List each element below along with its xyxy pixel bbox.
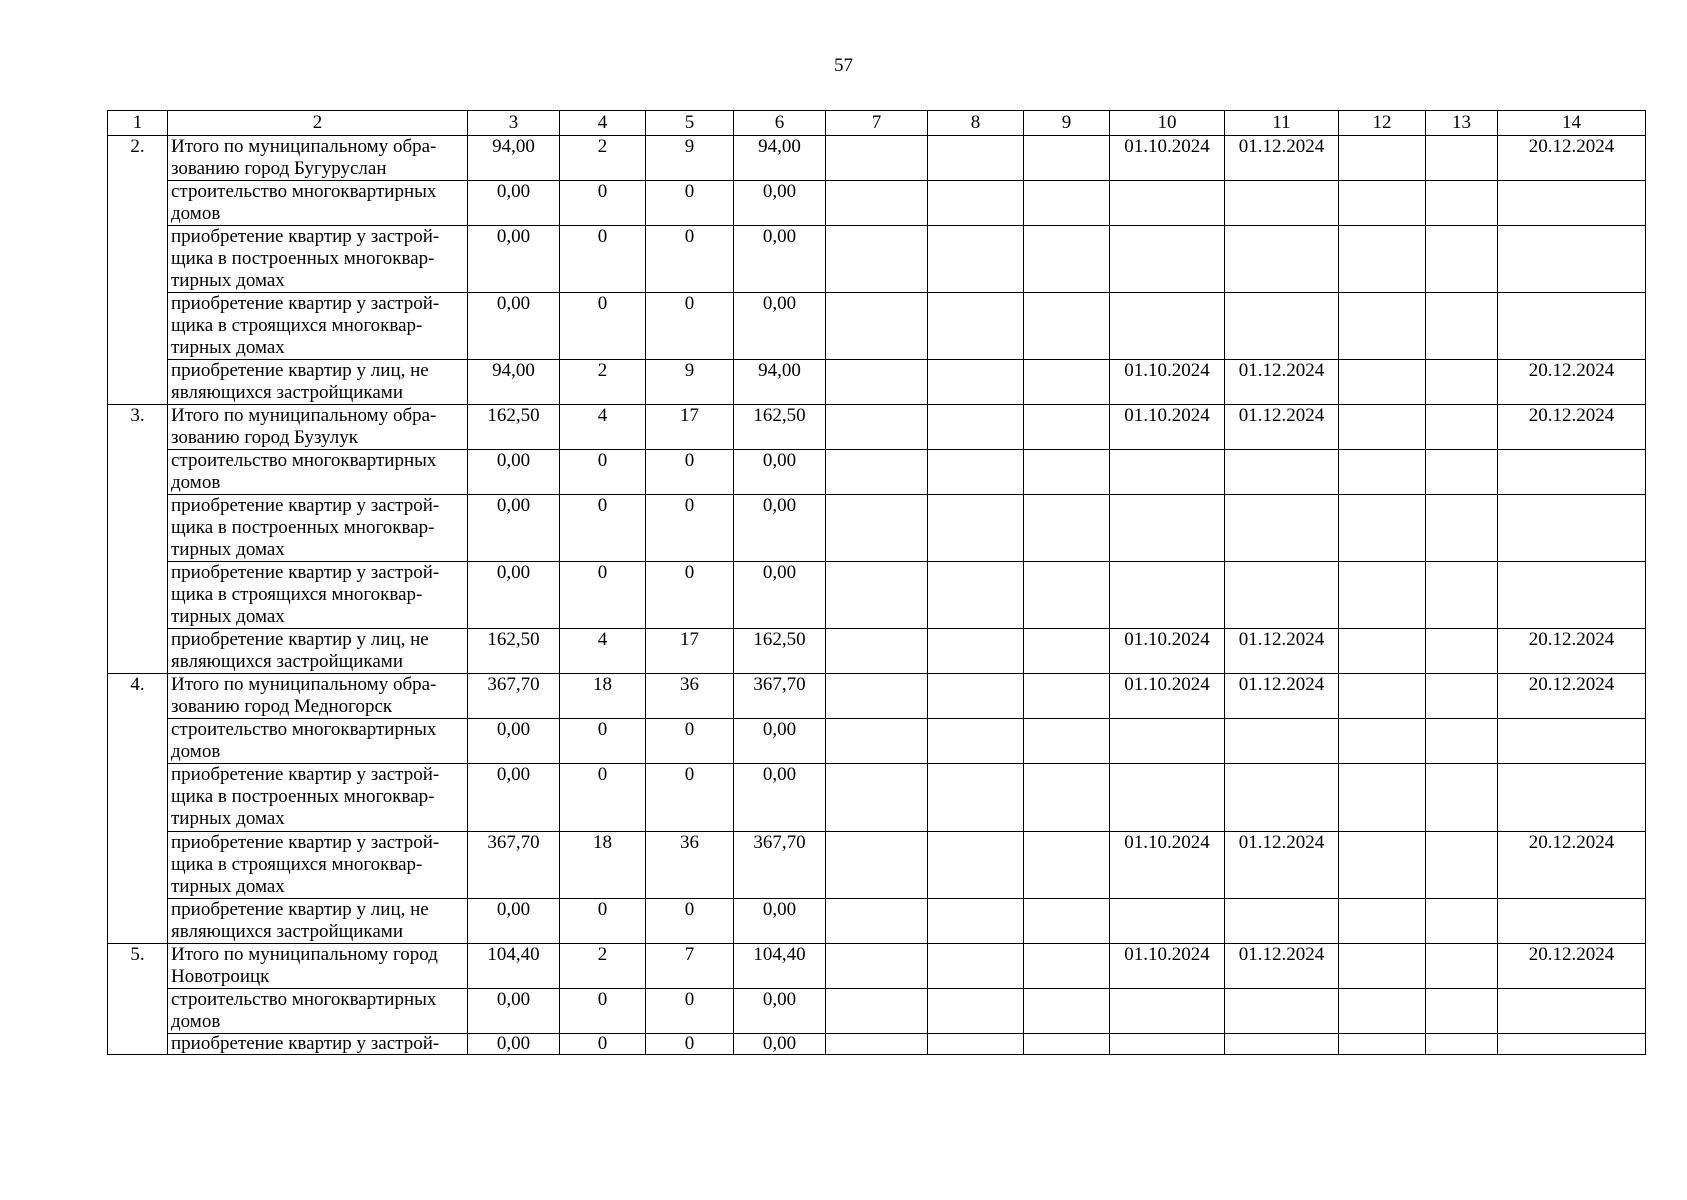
cell-col5: 0 bbox=[646, 495, 734, 562]
cell-col14 bbox=[1498, 989, 1646, 1034]
column-header: 7 bbox=[826, 111, 928, 136]
cell-col4: 0 bbox=[560, 899, 646, 944]
cell-col8 bbox=[928, 136, 1024, 181]
column-header: 1 bbox=[108, 111, 168, 136]
cell-col7 bbox=[826, 629, 928, 674]
cell-col9 bbox=[1024, 832, 1110, 899]
row-description: приобретение квартир у лиц, не являющихся застройщиками bbox=[168, 629, 468, 674]
cell-col4: 0 bbox=[560, 226, 646, 293]
cell-col5: 36 bbox=[646, 832, 734, 899]
cell-col11 bbox=[1225, 450, 1339, 495]
cell-col6: 162,50 bbox=[734, 629, 826, 674]
cell-col11: 01.12.2024 bbox=[1225, 360, 1339, 405]
table-row bbox=[108, 562, 1646, 629]
cell-col9 bbox=[1024, 360, 1110, 405]
cell-col3: 0,00 bbox=[468, 562, 560, 629]
cell-col12 bbox=[1339, 226, 1426, 293]
cell-col3: 0,00 bbox=[468, 719, 560, 764]
table-row bbox=[108, 832, 1646, 899]
cell-col10 bbox=[1110, 226, 1225, 293]
cell-col12 bbox=[1339, 629, 1426, 674]
cell-col8 bbox=[928, 1034, 1024, 1055]
cell-col9 bbox=[1024, 944, 1110, 989]
row-description: приобретение квартир у застрой- bbox=[168, 1034, 468, 1055]
cell-col11 bbox=[1225, 181, 1339, 226]
cell-col6: 0,00 bbox=[734, 226, 826, 293]
cell-col6: 0,00 bbox=[734, 719, 826, 764]
cell-col13 bbox=[1426, 226, 1498, 293]
cell-col8 bbox=[928, 674, 1024, 719]
cell-col4: 18 bbox=[560, 832, 646, 899]
cell-col5: 0 bbox=[646, 719, 734, 764]
row-description: приобретение квартир у застрой-щика в построенных многоквар-тирных домах bbox=[168, 764, 468, 832]
cell-col10: 01.10.2024 bbox=[1110, 360, 1225, 405]
row-description: Итого по муниципальному город Новотроицк bbox=[168, 944, 468, 989]
cell-col14: 20.12.2024 bbox=[1498, 360, 1646, 405]
cell-col3: 94,00 bbox=[468, 360, 560, 405]
cell-col14 bbox=[1498, 899, 1646, 944]
cell-col3: 0,00 bbox=[468, 764, 560, 832]
table-row bbox=[108, 674, 1646, 719]
cell-col3: 0,00 bbox=[468, 181, 560, 226]
cell-col13 bbox=[1426, 719, 1498, 764]
cell-col6: 94,00 bbox=[734, 136, 826, 181]
cell-col7 bbox=[826, 450, 928, 495]
cell-col8 bbox=[928, 629, 1024, 674]
cell-col4: 0 bbox=[560, 719, 646, 764]
cell-col3: 104,40 bbox=[468, 944, 560, 989]
cell-col6: 104,40 bbox=[734, 944, 826, 989]
row-description: приобретение квартир у лиц, не являющихся застройщиками bbox=[168, 899, 468, 944]
cell-col8 bbox=[928, 450, 1024, 495]
cell-col12 bbox=[1339, 719, 1426, 764]
row-number: 4. bbox=[108, 674, 168, 944]
column-header: 12 bbox=[1339, 111, 1426, 136]
cell-col12 bbox=[1339, 450, 1426, 495]
cell-col8 bbox=[928, 293, 1024, 360]
cell-col3: 162,50 bbox=[468, 629, 560, 674]
cell-col10 bbox=[1110, 181, 1225, 226]
table-row bbox=[108, 944, 1646, 989]
cell-col9 bbox=[1024, 136, 1110, 181]
cell-col5: 0 bbox=[646, 562, 734, 629]
cell-col14: 20.12.2024 bbox=[1498, 832, 1646, 899]
cell-col6: 0,00 bbox=[734, 450, 826, 495]
cell-col7 bbox=[826, 136, 928, 181]
cell-col13 bbox=[1426, 1034, 1498, 1055]
cell-col6: 0,00 bbox=[734, 899, 826, 944]
cell-col5: 0 bbox=[646, 1034, 734, 1055]
cell-col8 bbox=[928, 181, 1024, 226]
cell-col11 bbox=[1225, 562, 1339, 629]
cell-col5: 0 bbox=[646, 989, 734, 1034]
cell-col6: 162,50 bbox=[734, 405, 826, 450]
cell-col4: 0 bbox=[560, 989, 646, 1034]
cell-col8 bbox=[928, 764, 1024, 832]
cell-col7 bbox=[826, 764, 928, 832]
cell-col9 bbox=[1024, 293, 1110, 360]
row-description: строительство многоквартирных домов bbox=[168, 719, 468, 764]
cell-col9 bbox=[1024, 562, 1110, 629]
cell-col11 bbox=[1225, 226, 1339, 293]
cell-col7 bbox=[826, 899, 928, 944]
cell-col9 bbox=[1024, 450, 1110, 495]
cell-col14 bbox=[1498, 764, 1646, 832]
cell-col5: 17 bbox=[646, 405, 734, 450]
cell-col14: 20.12.2024 bbox=[1498, 629, 1646, 674]
cell-col11: 01.12.2024 bbox=[1225, 405, 1339, 450]
cell-col11: 01.12.2024 bbox=[1225, 674, 1339, 719]
cell-col8 bbox=[928, 495, 1024, 562]
cell-col5: 0 bbox=[646, 764, 734, 832]
row-description: Итого по муниципальному обра-зованию город Бузулук bbox=[168, 405, 468, 450]
cell-col12 bbox=[1339, 764, 1426, 832]
cell-col3: 0,00 bbox=[468, 495, 560, 562]
cell-col10 bbox=[1110, 293, 1225, 360]
cell-col11 bbox=[1225, 719, 1339, 764]
cell-col10 bbox=[1110, 989, 1225, 1034]
cell-col4: 0 bbox=[560, 562, 646, 629]
column-header: 13 bbox=[1426, 111, 1498, 136]
cell-col8 bbox=[928, 562, 1024, 629]
cell-col7 bbox=[826, 562, 928, 629]
cell-col4: 2 bbox=[560, 944, 646, 989]
cell-col6: 0,00 bbox=[734, 293, 826, 360]
column-header: 2 bbox=[168, 111, 468, 136]
cell-col10: 01.10.2024 bbox=[1110, 629, 1225, 674]
cell-col9 bbox=[1024, 405, 1110, 450]
cell-col8 bbox=[928, 989, 1024, 1034]
table-row bbox=[108, 226, 1646, 293]
row-description: приобретение квартир у застрой-щика в строящихся многоквар-тирных домах bbox=[168, 562, 468, 629]
column-header: 6 bbox=[734, 111, 826, 136]
column-header: 5 bbox=[646, 111, 734, 136]
row-description: приобретение квартир у лиц, не являющихся застройщиками bbox=[168, 360, 468, 405]
cell-col14 bbox=[1498, 719, 1646, 764]
cell-col10: 01.10.2024 bbox=[1110, 136, 1225, 181]
cell-col8 bbox=[928, 899, 1024, 944]
cell-col5: 0 bbox=[646, 181, 734, 226]
cell-col10 bbox=[1110, 562, 1225, 629]
cell-col7 bbox=[826, 293, 928, 360]
cell-col11: 01.12.2024 bbox=[1225, 136, 1339, 181]
cell-col7 bbox=[826, 989, 928, 1034]
cell-col3: 367,70 bbox=[468, 674, 560, 719]
cell-col9 bbox=[1024, 495, 1110, 562]
row-description: строительство многоквартирных домов bbox=[168, 989, 468, 1034]
cell-col11 bbox=[1225, 1034, 1339, 1055]
cell-col7 bbox=[826, 674, 928, 719]
cell-col8 bbox=[928, 944, 1024, 989]
cell-col6: 367,70 bbox=[734, 832, 826, 899]
cell-col12 bbox=[1339, 1034, 1426, 1055]
cell-col3: 367,70 bbox=[468, 832, 560, 899]
table-row bbox=[108, 989, 1646, 1034]
cell-col4: 2 bbox=[560, 360, 646, 405]
cell-col13 bbox=[1426, 989, 1498, 1034]
cell-col3: 0,00 bbox=[468, 899, 560, 944]
cell-col11: 01.12.2024 bbox=[1225, 832, 1339, 899]
cell-col9 bbox=[1024, 719, 1110, 764]
column-header: 14 bbox=[1498, 111, 1646, 136]
table-row bbox=[108, 136, 1646, 181]
cell-col5: 7 bbox=[646, 944, 734, 989]
cell-col8 bbox=[928, 226, 1024, 293]
cell-col11: 01.12.2024 bbox=[1225, 944, 1339, 989]
cell-col12 bbox=[1339, 136, 1426, 181]
cell-col9 bbox=[1024, 899, 1110, 944]
cell-col13 bbox=[1426, 360, 1498, 405]
cell-col7 bbox=[826, 405, 928, 450]
cell-col12 bbox=[1339, 674, 1426, 719]
cell-col13 bbox=[1426, 944, 1498, 989]
cell-col10 bbox=[1110, 719, 1225, 764]
cell-col3: 0,00 bbox=[468, 1034, 560, 1055]
cell-col14 bbox=[1498, 226, 1646, 293]
column-header: 11 bbox=[1225, 111, 1339, 136]
cell-col8 bbox=[928, 405, 1024, 450]
row-description: строительство многоквартирных домов bbox=[168, 450, 468, 495]
cell-col5: 0 bbox=[646, 450, 734, 495]
cell-col6: 367,70 bbox=[734, 674, 826, 719]
row-description: приобретение квартир у застрой-щика в строящихся многоквар-тирных домах bbox=[168, 293, 468, 360]
cell-col13 bbox=[1426, 293, 1498, 360]
cell-col10 bbox=[1110, 764, 1225, 832]
column-header: 10 bbox=[1110, 111, 1225, 136]
cell-col13 bbox=[1426, 899, 1498, 944]
cell-col9 bbox=[1024, 629, 1110, 674]
table-row bbox=[108, 293, 1646, 360]
cell-col4: 0 bbox=[560, 181, 646, 226]
row-description: Итого по муниципальному обра-зованию город Медногорск bbox=[168, 674, 468, 719]
cell-col3: 0,00 bbox=[468, 989, 560, 1034]
cell-col14 bbox=[1498, 450, 1646, 495]
cell-col12 bbox=[1339, 832, 1426, 899]
cell-col12 bbox=[1339, 495, 1426, 562]
cell-col3: 0,00 bbox=[468, 293, 560, 360]
row-number: 3. bbox=[108, 405, 168, 674]
cell-col6: 0,00 bbox=[734, 764, 826, 832]
cell-col5: 36 bbox=[646, 674, 734, 719]
cell-col10: 01.10.2024 bbox=[1110, 832, 1225, 899]
table-row bbox=[108, 405, 1646, 450]
cell-col14 bbox=[1498, 495, 1646, 562]
cell-col12 bbox=[1339, 562, 1426, 629]
cell-col9 bbox=[1024, 989, 1110, 1034]
cell-col4: 0 bbox=[560, 764, 646, 832]
cell-col13 bbox=[1426, 562, 1498, 629]
cell-col7 bbox=[826, 181, 928, 226]
cell-col6: 0,00 bbox=[734, 989, 826, 1034]
cell-col10 bbox=[1110, 1034, 1225, 1055]
cell-col4: 0 bbox=[560, 293, 646, 360]
row-description: Итого по муниципальному обра-зованию город Бугуруслан bbox=[168, 136, 468, 181]
cell-col3: 162,50 bbox=[468, 405, 560, 450]
cell-col6: 0,00 bbox=[734, 181, 826, 226]
column-header: 4 bbox=[560, 111, 646, 136]
cell-col5: 0 bbox=[646, 293, 734, 360]
cell-col13 bbox=[1426, 136, 1498, 181]
cell-col7 bbox=[826, 832, 928, 899]
cell-col8 bbox=[928, 832, 1024, 899]
cell-col8 bbox=[928, 360, 1024, 405]
cell-col5: 9 bbox=[646, 136, 734, 181]
cell-col8 bbox=[928, 719, 1024, 764]
column-header: 3 bbox=[468, 111, 560, 136]
cell-col7 bbox=[826, 495, 928, 562]
cell-col13 bbox=[1426, 181, 1498, 226]
cell-col9 bbox=[1024, 764, 1110, 832]
cell-col14 bbox=[1498, 562, 1646, 629]
cell-col4: 0 bbox=[560, 495, 646, 562]
cell-col10: 01.10.2024 bbox=[1110, 674, 1225, 719]
cell-col9 bbox=[1024, 181, 1110, 226]
cell-col4: 0 bbox=[560, 450, 646, 495]
cell-col13 bbox=[1426, 495, 1498, 562]
cell-col6: 0,00 bbox=[734, 1034, 826, 1055]
cell-col4: 4 bbox=[560, 405, 646, 450]
cell-col9 bbox=[1024, 226, 1110, 293]
table-row bbox=[108, 899, 1646, 944]
cell-col14: 20.12.2024 bbox=[1498, 136, 1646, 181]
cell-col12 bbox=[1339, 944, 1426, 989]
cell-col5: 0 bbox=[646, 899, 734, 944]
cell-col12 bbox=[1339, 405, 1426, 450]
cell-col14: 20.12.2024 bbox=[1498, 674, 1646, 719]
cell-col10 bbox=[1110, 450, 1225, 495]
cell-col7 bbox=[826, 226, 928, 293]
cell-col13 bbox=[1426, 764, 1498, 832]
cell-col13 bbox=[1426, 629, 1498, 674]
table-row bbox=[108, 360, 1646, 405]
row-number: 5. bbox=[108, 944, 168, 1055]
cell-col5: 0 bbox=[646, 226, 734, 293]
cell-col13 bbox=[1426, 405, 1498, 450]
cell-col13 bbox=[1426, 832, 1498, 899]
cell-col7 bbox=[826, 360, 928, 405]
cell-col14: 20.12.2024 bbox=[1498, 405, 1646, 450]
cell-col7 bbox=[826, 1034, 928, 1055]
table-row bbox=[108, 764, 1646, 832]
cell-col10: 01.10.2024 bbox=[1110, 944, 1225, 989]
cell-col3: 94,00 bbox=[468, 136, 560, 181]
cell-col6: 0,00 bbox=[734, 495, 826, 562]
cell-col11 bbox=[1225, 989, 1339, 1034]
cell-col6: 0,00 bbox=[734, 562, 826, 629]
cell-col9 bbox=[1024, 674, 1110, 719]
cell-col13 bbox=[1426, 450, 1498, 495]
row-description: приобретение квартир у застрой-щика в строящихся многоквар-тирных домах bbox=[168, 832, 468, 899]
cell-col7 bbox=[826, 719, 928, 764]
row-description: приобретение квартир у застрой-щика в построенных многоквар-тирных домах bbox=[168, 495, 468, 562]
cell-col12 bbox=[1339, 293, 1426, 360]
cell-col14 bbox=[1498, 1034, 1646, 1055]
cell-col9 bbox=[1024, 1034, 1110, 1055]
table-row bbox=[108, 719, 1646, 764]
cell-col14 bbox=[1498, 181, 1646, 226]
cell-col3: 0,00 bbox=[468, 450, 560, 495]
cell-col4: 2 bbox=[560, 136, 646, 181]
row-number: 2. bbox=[108, 136, 168, 405]
cell-col5: 9 bbox=[646, 360, 734, 405]
cell-col12 bbox=[1339, 181, 1426, 226]
column-header: 9 bbox=[1024, 111, 1110, 136]
table-row bbox=[108, 495, 1646, 562]
cell-col13 bbox=[1426, 674, 1498, 719]
row-description: строительство многоквартирных домов bbox=[168, 181, 468, 226]
cell-col14: 20.12.2024 bbox=[1498, 944, 1646, 989]
cell-col11 bbox=[1225, 764, 1339, 832]
cell-col4: 4 bbox=[560, 629, 646, 674]
table-row bbox=[108, 450, 1646, 495]
table-row bbox=[108, 1034, 1646, 1055]
cell-col12 bbox=[1339, 899, 1426, 944]
column-number-row bbox=[108, 111, 1646, 136]
cell-col4: 0 bbox=[560, 1034, 646, 1055]
cell-col7 bbox=[826, 944, 928, 989]
cell-col10 bbox=[1110, 495, 1225, 562]
cell-col11 bbox=[1225, 899, 1339, 944]
table-row bbox=[108, 181, 1646, 226]
cell-col6: 94,00 bbox=[734, 360, 826, 405]
column-header: 8 bbox=[928, 111, 1024, 136]
cell-col3: 0,00 bbox=[468, 226, 560, 293]
cell-col11 bbox=[1225, 293, 1339, 360]
cell-col10 bbox=[1110, 899, 1225, 944]
cell-col10: 01.10.2024 bbox=[1110, 405, 1225, 450]
cell-col12 bbox=[1339, 989, 1426, 1034]
page-number: 57 bbox=[834, 55, 853, 76]
cell-col4: 18 bbox=[560, 674, 646, 719]
cell-col11 bbox=[1225, 495, 1339, 562]
data-table bbox=[107, 110, 1646, 1055]
cell-col5: 17 bbox=[646, 629, 734, 674]
cell-col14 bbox=[1498, 293, 1646, 360]
table-row bbox=[108, 629, 1646, 674]
table-body bbox=[108, 136, 1646, 1055]
cell-col11: 01.12.2024 bbox=[1225, 629, 1339, 674]
row-description: приобретение квартир у застрой-щика в построенных многоквар-тирных домах bbox=[168, 226, 468, 293]
cell-col12 bbox=[1339, 360, 1426, 405]
